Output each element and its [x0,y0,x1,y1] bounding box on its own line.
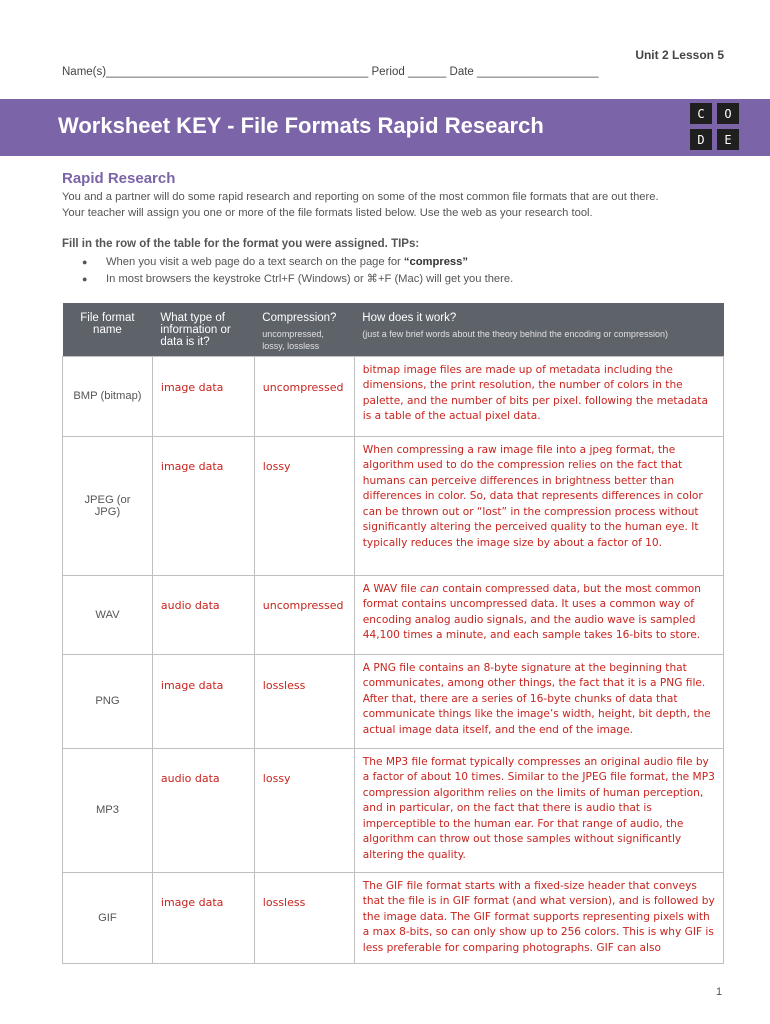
how-it-works: When compressing a raw image file into a jpeg format, the algorithm used to do the compression relies on the fact that humans can perceive differences in brightness better than differences in color. So, data that represents differences in color can be thrown out or “lost” in the compression process without significantly altering the perceived quality to the human eye. It typically reduces the image size by about a factor of 10. [354,436,723,575]
tip-item [82,254,513,271]
format-name: PNG [63,654,153,748]
data-type: image data [152,654,254,748]
table-row [63,575,724,654]
tips-heading: Fill in the row of the table for the format you were assigned. TIPs: [62,238,420,250]
format-name: GIF [63,872,153,963]
title-banner [0,99,770,156]
section-heading: Rapid Research [62,170,176,187]
tip-text: When you visit a web page do a text search on the page for [106,256,404,268]
header-type: What type of information or data is it? [152,303,254,356]
header-how [354,303,723,356]
compression-type: lossless [254,654,354,748]
intro-line-2: Your teacher will assign you one or more of the file formats listed below. Use the web as your research tool. [62,207,593,219]
compression-type: lossy [254,436,354,575]
lesson-label: Unit 2 Lesson 5 [635,48,724,62]
logo-letter: D [690,129,712,150]
header-compression-label: Compression? [262,312,337,324]
table-row [63,654,724,748]
how-text: contain compressed data, but the most common format contains uncompressed data. It uses a common way of encoding analog audio signals, and the audio wave is sampled 44,100 times a minute, and each sample takes 16-bits to store. [362,582,702,642]
worksheet-title: Worksheet KEY - File Formats Rapid Research [58,113,544,138]
header-compression-sub: uncompressed, lossy, lossless [262,329,324,351]
data-type: audio data [152,748,254,872]
tip-keyword: “compress” [403,256,468,268]
data-type: image data [152,872,254,963]
data-type: audio data [152,575,254,654]
intro-text [62,189,727,221]
table-row [63,356,724,436]
header-how-sub: (just a few brief words about the theory behind the encoding or compression) [362,329,668,339]
compression-type: lossless [254,872,354,963]
tip-item [82,271,513,288]
intro-line-1: You and a partner will do some rapid research and reporting on some of the most common file formats that are out there. [62,191,659,203]
table-header-row [63,303,724,356]
how-emphasis: can [419,582,440,595]
how-it-works [354,575,723,654]
header-how-label: How does it work? [362,312,457,324]
how-it-works: bitmap image files are made up of metadata including the dimensions, the print resolution, the number of colors in the palette, and the number of bits per pixel. following the metadata is a table of the actual pixel data. [354,356,723,436]
data-type: image data [152,436,254,575]
code-logo [690,103,739,150]
page-number: 1 [716,986,723,998]
format-name: WAV [63,575,153,654]
logo-letter: E [717,129,739,150]
format-name: JPEG (or JPG) [63,436,153,575]
table-row [63,436,724,575]
name-period-date-line: Name(s)_________________________________________ Period ______ Date ___________________ [62,66,599,78]
file-formats-table [62,303,724,964]
logo-letter: C [690,103,712,124]
format-name: MP3 [63,748,153,872]
how-it-works: The MP3 file format typically compresses an original audio file by a factor of about 10 times. Similar to the JPEG file format, the MP3 compression algorithm relies on the limits of human perception, and in particular, on the fact that there is audio that is imperceptible to the human ear. For that range of audio, the algorithm can throw out those samples without significantly altering the quality. [354,748,723,872]
format-name: BMP (bitmap) [63,356,153,436]
compression-type: uncompressed [254,356,354,436]
how-it-works: A PNG file contains an 8-byte signature at the beginning that communicates, among other things, the fact that it is a PNG file. After that, there are a series of 16-byte chunks of data that communicate things like the image’s width, height, bit depth, the actual image data itself, and the end of the image. [354,654,723,748]
tip-text: In most browsers the keystroke Ctrl+F (Windows) or ⌘+F (Mac) will get you there. [106,273,514,285]
compression-type: lossy [254,748,354,872]
how-text: A WAV file [362,582,420,595]
data-type: image data [152,356,254,436]
table-row [63,748,724,872]
header-format: File format name [63,303,153,356]
compression-type: uncompressed [254,575,354,654]
table-row [63,872,724,963]
logo-letter: O [717,103,739,124]
how-it-works: The GIF file format starts with a fixed-size header that conveys that the file is in GIF format (and what version), and is followed by the image data. The GIF format supports representing pixels with a max 8-bits, so can only show up to 256 colors. This is why GIF is less preferable for comparing photographs. GIF can also [354,872,723,963]
tips-list [82,254,513,288]
header-compression [254,303,354,356]
